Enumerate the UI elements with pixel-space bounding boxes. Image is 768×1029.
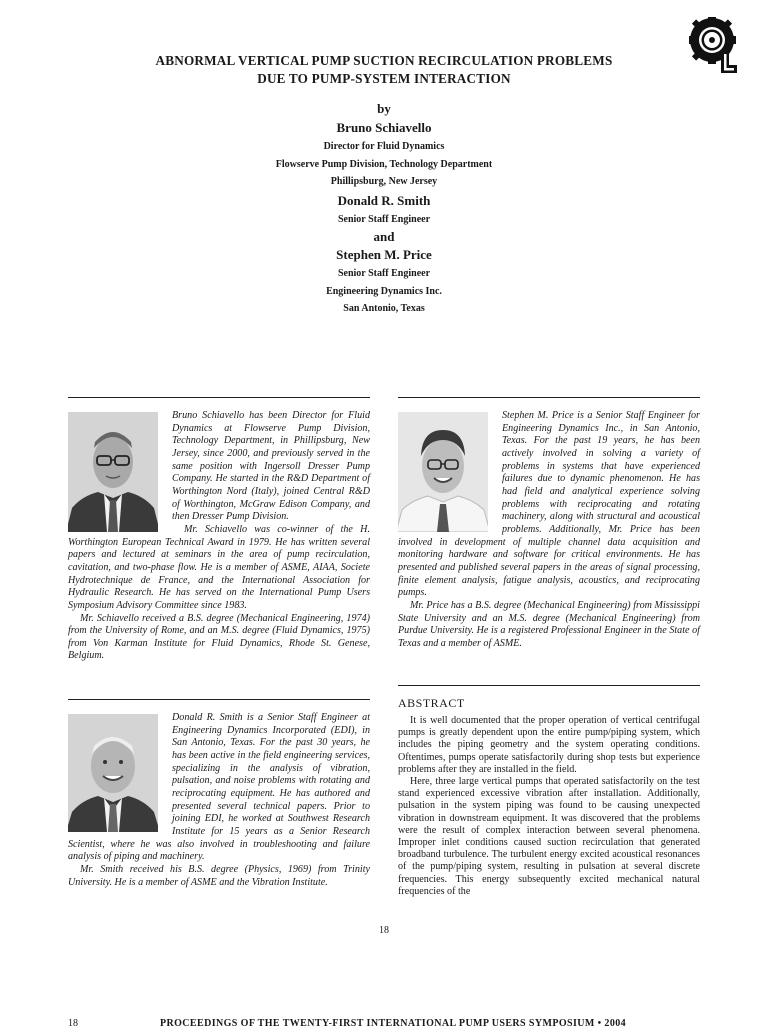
and-label: and bbox=[373, 229, 395, 244]
bio-paragraph: Mr. Schiavello was co-winner of the H. Worthington European Technical Award in 1979. He has written several papers and lectured at seminars in the area of pump recirculation, cavitation, and two-phase flow. He is a member of ASME, AIAA, Societe Hydrotechnique de France, and the International Association for Hydraulic Research. He has served on the International Pump Users Symposium Advisory Committee since 1983. bbox=[68, 523, 370, 611]
bio-paragraph: Mr. Price has a B.S. degree (Mechanical Engineering) from Mississippi State University and an M.S. degree (Mechanical Engineering) from Purdue University. He is a registered Professional Engineer in the State of Texas and a member of ASME. bbox=[398, 599, 700, 649]
by-label: by bbox=[377, 101, 391, 116]
author-name-schiavello: Bruno Schiavello bbox=[336, 120, 432, 135]
divider-right-top bbox=[398, 397, 700, 398]
divider-left-top bbox=[68, 397, 370, 398]
paper-title bbox=[80, 52, 688, 88]
author-name-smith: Donald R. Smith bbox=[337, 192, 431, 208]
abstract-paragraph: It is well documented that the proper operation of vertical centrifugal pumps is greatly dependent upon the entire pump/piping system, which includes the piping geometry and the system operating conditions. Oftentimes, pumps operate satisfactorily during shop tests but experience problems after they are installed in the field. bbox=[398, 715, 700, 775]
author-affiliation-line: San Antonio, Texas bbox=[343, 303, 425, 314]
bio-paragraph: Mr. Schiavello received a B.S. degree (Mechanical Engineering, 1974) from the University of Rome, and an M.S. degree (Fluid Dynamics, 1975) from Von Karman Institute for Fluid Dynamics, Rhode St. Genese, Belgium. bbox=[68, 612, 370, 662]
author-affiliation-line: Flowserve Pump Division, Technology Department bbox=[275, 158, 493, 170]
author-affiliation-line: Director for Fluid Dynamics bbox=[323, 141, 445, 152]
bio-paragraph: Bruno Schiavello has been Director for Fluid Dynamics at Flowserve Pump Division, Technology Department, in Phillipsburg, New Jersey, since 2000, and previously served in the same position with Ingersoll Dresser Pump Company. He started in the R&D Department of Worthington Nord (Italy), joined Central R&D of Worthington, McGraw Edison Company, and then Dresser Pump Division. bbox=[172, 410, 370, 523]
page-number: 18 bbox=[379, 925, 389, 936]
portrait-schiavello-icon bbox=[68, 412, 158, 532]
bio-smith bbox=[68, 712, 370, 889]
author-affiliation-line: Senior Staff Engineer bbox=[337, 213, 431, 225]
author-affiliation-line: Engineering Dynamics Inc. bbox=[326, 285, 442, 297]
footer-page-number: 18 bbox=[68, 1018, 78, 1029]
title-line-2: DUE TO PUMP-SYSTEM INTERACTION bbox=[257, 71, 511, 86]
bio-paragraph: Mr. Smith received his B.S. degree (Physics, 1969) from Trinity University. He is a member of ASME and the Vibration Institute. bbox=[68, 863, 370, 888]
turbomachinery-logo-icon bbox=[689, 17, 739, 77]
running-footer: PROCEEDINGS OF THE TWENTY-FIRST INTERNATIONAL PUMP USERS SYMPOSIUM • 2004 bbox=[160, 1018, 627, 1029]
abstract-body bbox=[398, 715, 700, 898]
portrait-smith-icon bbox=[68, 714, 158, 832]
title-line-1: ABNORMAL VERTICAL PUMP SUCTION RECIRCULATION PROBLEMS bbox=[155, 53, 613, 68]
bio-price bbox=[398, 410, 700, 650]
author-affiliation-line: Phillipsburg, New Jersey bbox=[330, 176, 438, 187]
divider-left-middle bbox=[68, 699, 370, 700]
byline bbox=[80, 100, 688, 318]
bio-schiavello bbox=[68, 410, 370, 663]
portrait-price-icon bbox=[398, 412, 488, 532]
author-affiliation-line: Senior Staff Engineer bbox=[337, 268, 431, 279]
abstract-paragraph: Here, three large vertical pumps that operated satisfactorily on the test stand experienced excessive vibration after installation. Additionally, pulsation in the system piping was found to be causing unexpected vibration in downstream equipment. It was discovered that the problems were the result of complex interaction between several phenomena. Improper inlet conditions caused suction recirculation that generated broadband turbulence. The turbulent energy excited acoustical resonances of the pump/piping system, resulting in pulsation at several discrete frequencies. This energy subsequently excited mechanical natural frequencies of the bbox=[398, 776, 700, 897]
author-name-price: Stephen M. Price bbox=[336, 247, 432, 262]
bio-paragraph: Donald R. Smith is a Senior Staff Engineer at Engineering Dynamics Incorporated (EDI), in San Antonio, Texas. For the past 30 years, he has been active in the field engineering services, specializing in the analysis of vibration, pulsation, and noise problems with rotating and reciprocating equipment. He has authored and presented several technical papers. Prior to joining EDI, he worked at Southwest Research Institute for 15 years as a Senior Research Scientist, where he was also involved in troubleshooting and failure analysis of piping and machinery. bbox=[68, 712, 370, 863]
abstract-heading: ABSTRACT bbox=[398, 696, 465, 710]
bio-paragraph: Stephen M. Price is a Senior Staff Engineer for Engineering Dynamics Inc., in San Antonio, Texas. For the past 19 years, he has been actively involved in solving a variety of problems in systems that have experienced failures due to dynamic phenomenon. He has had field and analytical experience solving problems with reciprocating and rotating machinery, along with structural and acoustical problems. Additionally, Mr. Price has been involved in development of multiple channel data acquisition and monitoring hardware and software for critical environments. He has presented and published several papers in the areas of signal processing, finite element analysis, fatigue analysis, acoustics, and reciprocating pumps. bbox=[398, 410, 700, 599]
divider-right-abstract bbox=[398, 685, 700, 686]
